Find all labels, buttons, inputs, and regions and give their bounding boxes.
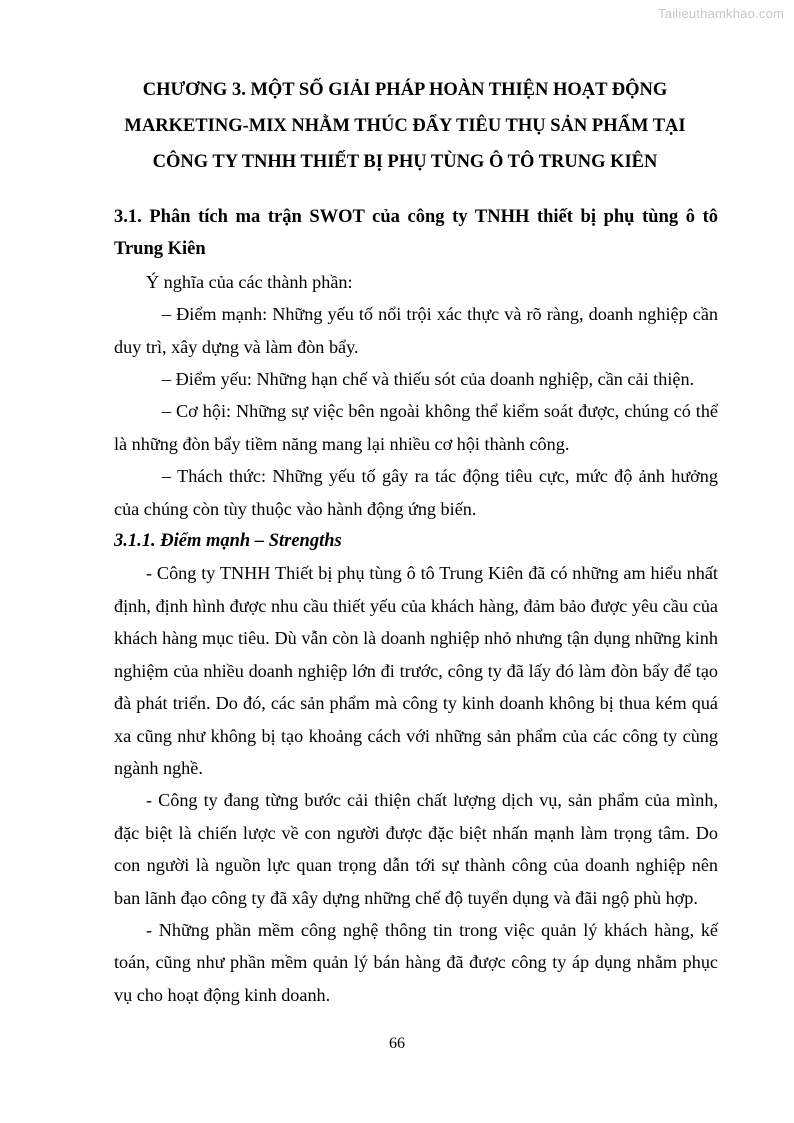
subsection-heading: 3.1.1. Điểm mạnh – Strengths bbox=[114, 531, 342, 552]
component-strengths: – Điểm mạnh: Những yếu tố nổi trội xác thực và rõ ràng, doanh nghiệp cần duy trì, xây dựng và làm đòn bẩy. bbox=[114, 304, 718, 357]
page-number: 66 bbox=[389, 1035, 405, 1052]
document-body bbox=[114, 201, 718, 1011]
strength-paragraph-1: - Công ty TNHH Thiết bị phụ tùng ô tô Trung Kiên đã có những am hiểu nhất định, định hình được nhu cầu thiết yếu của khách hàng, đảm bảo được yêu cầu của khách hàng mục tiêu. Dù vẫn còn là doanh nghiệp nhỏ nhưng tận dụng những kinh nghiệm của nhiều doanh nghiệp lớn đi trước, công ty đã lấy đó làm đòn bẩy để tạo đà phát triển. Do đó, các sản phẩm mà công ty kinh doanh không bị thua kém quá xa cũng như không bị tạo khoảng cách với những sản phẩm của các công ty cùng ngành nghề. bbox=[114, 563, 718, 778]
component-opportunities: – Cơ hội: Những sự việc bên ngoài không thể kiểm soát được, chúng có thể là những đòn bẩy tiềm năng mang lại nhiều cơ hội thành công. bbox=[114, 401, 718, 454]
component-weaknesses: – Điểm yếu: Những hạn chế và thiếu sót của doanh nghiệp, cần cải thiện. bbox=[162, 369, 695, 390]
intro-paragraph: Ý nghĩa của các thành phần: bbox=[146, 271, 353, 292]
section-heading: 3.1. Phân tích ma trận SWOT của công ty TNHH thiết bị phụ tùng ô tô Trung Kiên bbox=[114, 207, 718, 260]
watermark-text: Tailieuthamkhao.com bbox=[658, 6, 784, 21]
chapter-title: CHƯƠNG 3. MỘT SỐ GIẢI PHÁP HOÀN THIỆN HOẠT ĐỘNG MARKETING-MIX NHẰM THÚC ĐẨY TIÊU THỤ SẢN PHẨM TẠI CÔNG TY TNHH THIẾT BỊ PHỤ TÙNG Ô TÔ TRUNG KIÊN bbox=[124, 80, 686, 172]
component-threats: – Thách thức: Những yếu tố gây ra tác động tiêu cực, mức độ ảnh hưởng của chúng còn tùy thuộc vào hành động ứng biến. bbox=[114, 466, 718, 519]
strength-paragraph-3: - Những phần mềm công nghệ thông tin trong việc quản lý khách hàng, kế toán, cũng như phần mềm quản lý bán hàng đã được công ty áp dụng nhằm phục vụ cho hoạt động kinh doanh. bbox=[114, 919, 718, 1005]
strength-paragraph-2: - Công ty đang từng bước cải thiện chất lượng dịch vụ, sản phẩm của mình, đặc biệt là chiến lược về con người được đặc biệt nhấn mạnh làm trọng tâm. Do con người là nguồn lực quan trọng dẫn tới sự thành công của doanh nghiệp nên ban lãnh đạo công ty đã xây dựng những chế độ tuyển dụng và đãi ngộ phù hợp. bbox=[114, 790, 718, 908]
